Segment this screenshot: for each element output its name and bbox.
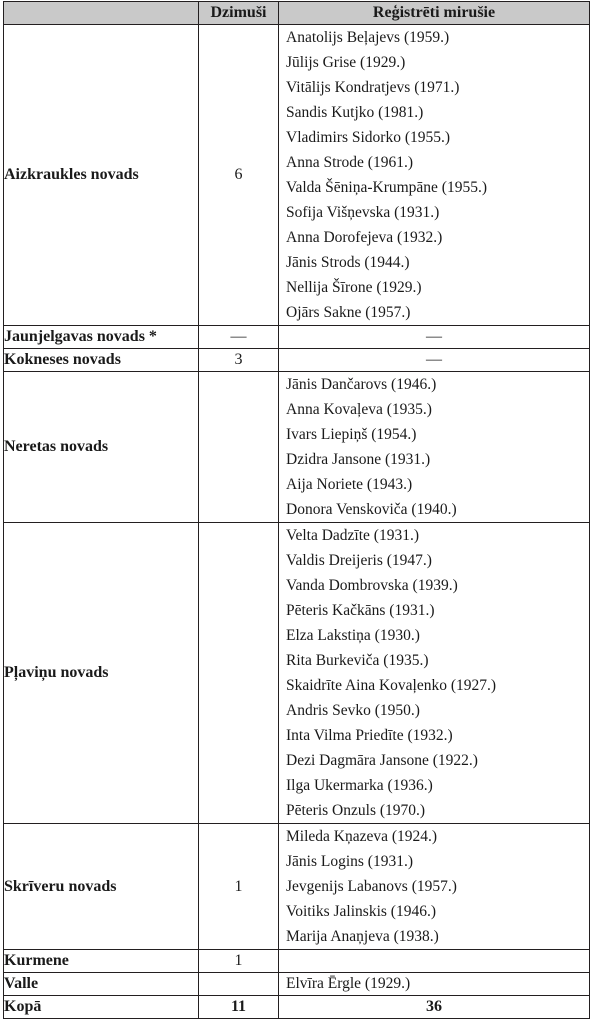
list-item: Inta Vilma Priedīte (1932.) xyxy=(286,727,453,744)
deaths-list xyxy=(279,372,589,522)
born-count xyxy=(199,372,279,523)
list-item: Dzidra Jansone (1931.) xyxy=(286,451,431,468)
registry-table xyxy=(3,1,590,1019)
list-item: Dezi Dagmāra Jansone (1922.) xyxy=(286,752,478,769)
list-item: Vitālijs Kondratjevs (1971.) xyxy=(286,79,460,96)
total-deaths: 36 xyxy=(279,996,590,1019)
deaths-cell xyxy=(279,25,590,326)
region-name: Pļaviņu novads xyxy=(4,523,199,824)
list-item: Jānis Logins (1931.) xyxy=(286,853,414,870)
table-row xyxy=(4,523,590,824)
region-name: Aizkraukles novads xyxy=(4,25,199,326)
header-row xyxy=(4,2,590,25)
deaths-cell xyxy=(279,372,590,523)
born-count: 1 xyxy=(199,950,279,973)
table-row xyxy=(4,973,590,996)
deaths-list xyxy=(279,523,589,823)
list-item: Vladimirs Sidorko (1955.) xyxy=(286,129,451,146)
list-item: Andris Sevko (1950.) xyxy=(286,702,420,719)
list-item: Elza Lakstiņa (1930.) xyxy=(286,627,420,644)
list-item: Voitiks Jalinskis (1946.) xyxy=(286,903,436,920)
list-item: Rita Burkeviča (1935.) xyxy=(286,652,429,669)
born-count: — xyxy=(199,326,279,349)
list-item: Valdis Dreijeris (1947.) xyxy=(286,552,432,569)
deaths-list xyxy=(279,25,589,325)
list-item: Sandis Kutjko (1981.) xyxy=(286,104,424,121)
total-row xyxy=(4,996,590,1019)
list-item: Valda Šēniņa-Krumpāne (1955.) xyxy=(286,179,488,196)
header-deaths: Reģistrēti mirušie xyxy=(279,2,590,25)
deaths-list xyxy=(279,824,589,949)
list-item: Anna Kovaļeva (1935.) xyxy=(286,401,432,418)
deaths-cell xyxy=(279,973,590,996)
list-item: Ojārs Sakne (1957.) xyxy=(286,304,411,321)
region-name: Neretas novads xyxy=(4,372,199,523)
list-item: Jevgenijs Labanovs (1957.) xyxy=(286,878,457,895)
table-row xyxy=(4,25,590,326)
table-row xyxy=(4,326,590,349)
list-item: Donora Venskoviča (1940.) xyxy=(286,501,457,518)
list-item: Elvīra Ērgle (1929.) xyxy=(286,975,411,992)
region-name: Skrīveru novads xyxy=(4,824,199,950)
list-item: Ilga Ukermarka (1936.) xyxy=(286,777,433,794)
born-count xyxy=(199,523,279,824)
born-count: 3 xyxy=(199,349,279,372)
deaths-cell xyxy=(279,523,590,824)
list-item: Anatolijs Beļajevs (1959.) xyxy=(286,29,450,46)
list-item: Nellija Šīrone (1929.) xyxy=(286,279,422,296)
list-item: Sofija Višņevska (1931.) xyxy=(286,204,440,221)
list-item: Anna Dorofejeva (1932.) xyxy=(286,229,443,246)
list-item: Anna Strode (1961.) xyxy=(286,154,413,171)
deaths-list xyxy=(279,973,589,995)
list-item: Velta Dadzīte (1931.) xyxy=(286,527,419,544)
table-row xyxy=(4,372,590,523)
region-name: Kurmene xyxy=(4,950,199,973)
total-born: 11 xyxy=(199,996,279,1019)
born-count xyxy=(199,973,279,996)
list-item: Mileda Kņazeva (1924.) xyxy=(286,828,438,845)
list-item: Aija Noriete (1943.) xyxy=(286,476,413,493)
list-item: Skaidrīte Aina Kovaļenko (1927.) xyxy=(286,677,497,694)
list-item: Jānis Dančarovs (1946.) xyxy=(286,376,437,393)
header-region xyxy=(4,2,199,25)
deaths-cell: — xyxy=(279,349,590,372)
list-item: Pēteris Onzuls (1970.) xyxy=(286,802,426,819)
list-item: Marija Anaņjeva (1938.) xyxy=(286,928,439,945)
born-count: 6 xyxy=(199,25,279,326)
list-item: Pēteris Kačkāns (1931.) xyxy=(286,602,435,619)
region-name: Jaunjelgavas novads * xyxy=(4,326,199,349)
table-row xyxy=(4,824,590,950)
list-item: Ivars Liepiņš (1954.) xyxy=(286,426,417,443)
born-count: 1 xyxy=(199,824,279,950)
table-row xyxy=(4,950,590,973)
total-label: Kopā xyxy=(4,996,199,1019)
header-born: Dzimuši xyxy=(199,2,279,25)
list-item: Jūlijs Grise (1929.) xyxy=(286,54,406,71)
region-name: Valle xyxy=(4,973,199,996)
table-row xyxy=(4,349,590,372)
deaths-cell xyxy=(279,950,590,973)
region-name: Kokneses novads xyxy=(4,349,199,372)
list-item: Jānis Strods (1944.) xyxy=(286,254,410,271)
list-item: Vanda Dombrovska (1939.) xyxy=(286,577,458,594)
deaths-cell: — xyxy=(279,326,590,349)
deaths-cell xyxy=(279,824,590,950)
